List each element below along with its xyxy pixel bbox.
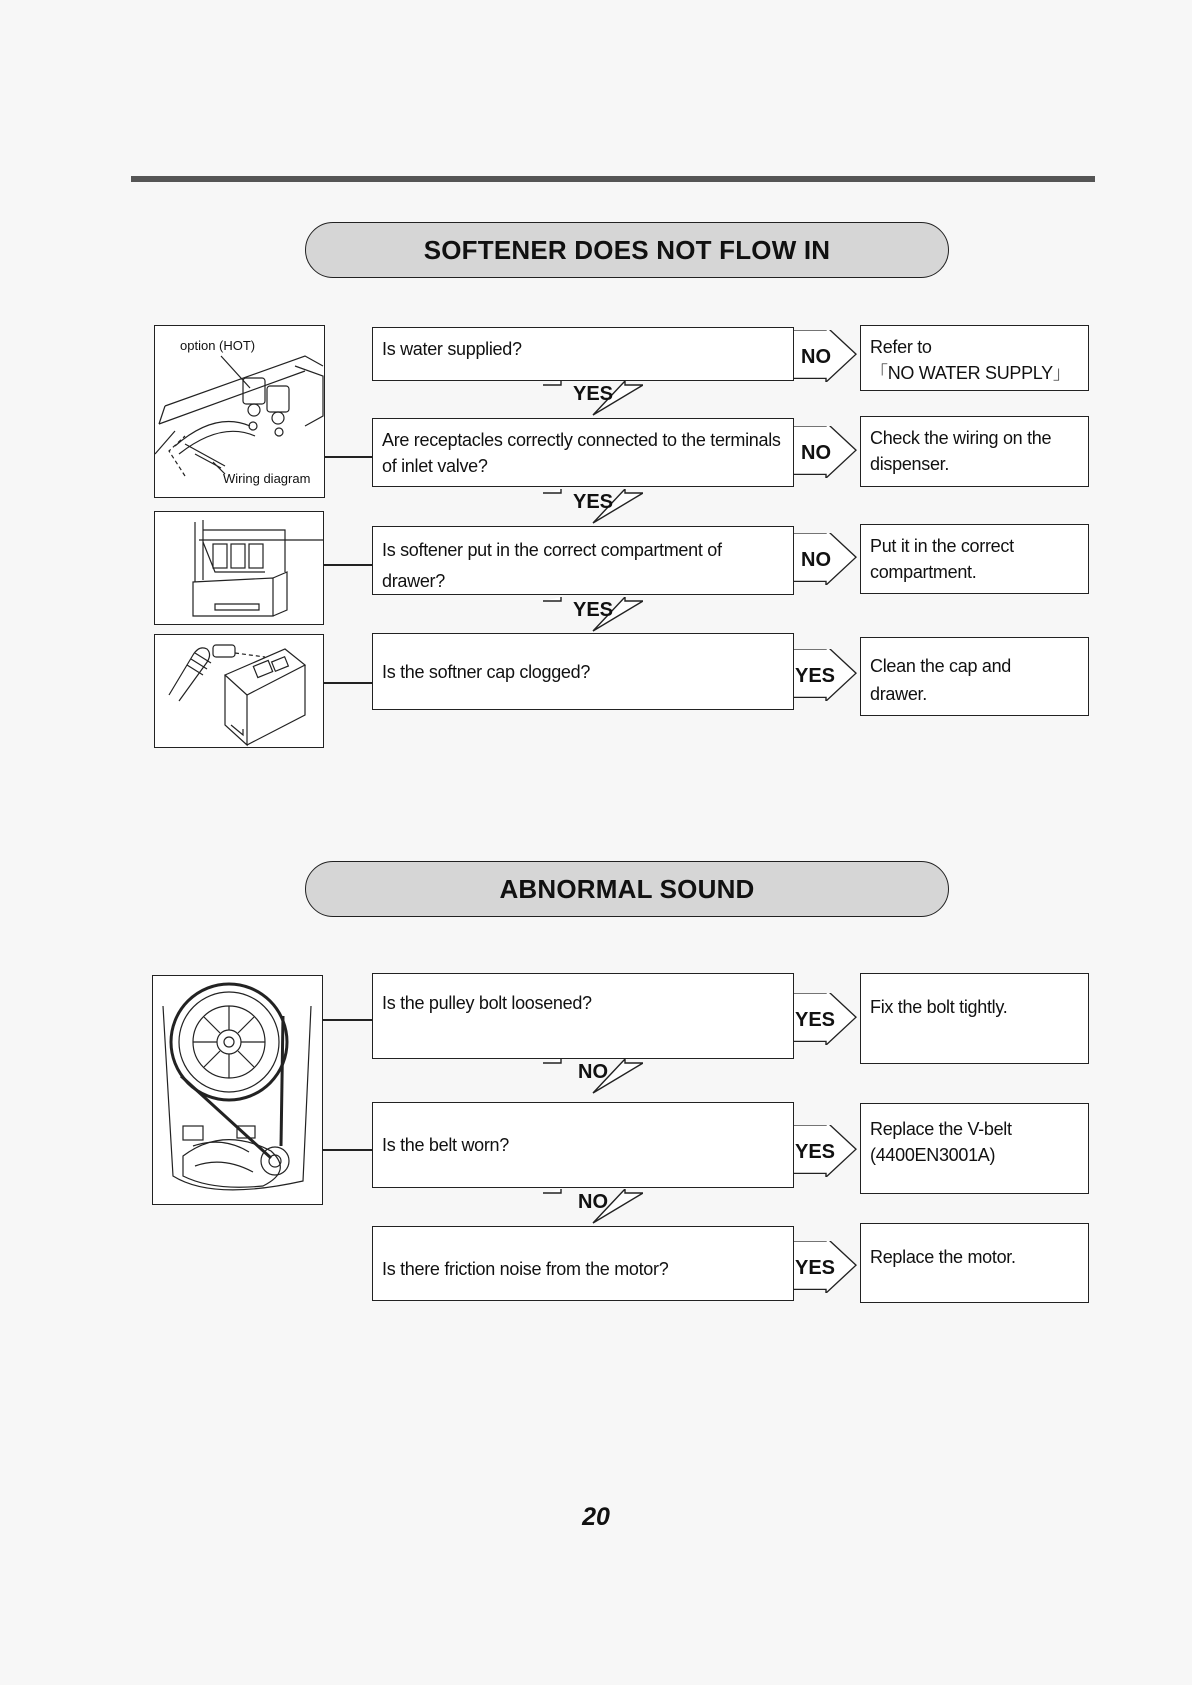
brush-and-drawer-drawing bbox=[155, 635, 324, 748]
action-text: Clean the cap and drawer. bbox=[870, 656, 1012, 704]
section-title-abnormal-sound: ABNORMAL SOUND bbox=[305, 861, 949, 917]
valve-wiring-illustration bbox=[154, 325, 325, 498]
question-box bbox=[372, 1102, 794, 1188]
connector-line bbox=[324, 682, 372, 684]
question-text: Is water supplied? bbox=[382, 339, 522, 359]
header-rule bbox=[131, 176, 1095, 182]
action-box bbox=[860, 524, 1089, 594]
action-box bbox=[860, 973, 1089, 1064]
action-box bbox=[860, 1223, 1089, 1303]
question-text: Is the pulley bolt loosened? bbox=[382, 993, 592, 1013]
flow-arrow-down bbox=[543, 1059, 643, 1095]
flow-arrow-down bbox=[543, 1189, 643, 1225]
action-text: Refer to 「NO WATER SUPPLY」 bbox=[870, 337, 1071, 383]
question-box bbox=[372, 418, 794, 487]
question-text: Is there friction noise from the motor? bbox=[382, 1258, 669, 1279]
branch-label: YES bbox=[795, 665, 836, 687]
action-box bbox=[860, 416, 1089, 487]
drawer-illustration bbox=[154, 511, 324, 625]
action-box bbox=[860, 637, 1089, 716]
cleaning-illustration bbox=[154, 634, 324, 748]
connector-line bbox=[323, 1019, 372, 1021]
question-text: Is softener put in the correct compartment of drawer? bbox=[382, 540, 722, 591]
question-box bbox=[372, 526, 794, 595]
action-text: Replace the motor. bbox=[870, 1247, 1016, 1267]
question-text: Are receptacles correctly connected to the terminals of inlet valve? bbox=[382, 430, 781, 476]
question-text: Is the softner cap clogged? bbox=[382, 661, 591, 682]
connector-line bbox=[325, 456, 372, 458]
action-box bbox=[860, 325, 1089, 391]
action-text: Check the wiring on the dispenser. bbox=[870, 428, 1052, 474]
option-hot-label: option (HOT) bbox=[180, 338, 256, 353]
flow-arrow-down bbox=[543, 597, 643, 633]
connector-line bbox=[324, 564, 372, 566]
branch-label: YES bbox=[795, 1141, 836, 1163]
flow-label: YES bbox=[572, 383, 614, 405]
branch-arrow-right bbox=[794, 330, 858, 382]
wiring-diagram-label: Wiring diagram bbox=[223, 471, 311, 486]
branch-label: YES bbox=[795, 1009, 836, 1031]
branch-arrow-right bbox=[794, 649, 858, 701]
pulley-belt-illustration bbox=[152, 975, 323, 1205]
flow-label: NO bbox=[578, 1191, 608, 1213]
detergent-drawer-drawing bbox=[155, 512, 324, 625]
drum-pulley-drawing bbox=[153, 976, 323, 1205]
inlet-valve-drawing bbox=[155, 326, 325, 498]
question-box bbox=[372, 1226, 794, 1301]
branch-label: NO bbox=[801, 442, 831, 464]
branch-arrow-right bbox=[794, 993, 858, 1045]
action-text: Put it in the correct compartment. bbox=[870, 536, 1014, 582]
branch-label: NO bbox=[801, 549, 831, 571]
branch-arrow-right bbox=[794, 533, 858, 585]
question-box bbox=[372, 327, 794, 381]
branch-label: NO bbox=[801, 346, 831, 368]
flow-label: YES bbox=[572, 599, 614, 621]
question-box bbox=[372, 633, 794, 710]
action-text: Fix the bolt tightly. bbox=[870, 997, 1008, 1017]
flow-arrow-down bbox=[543, 489, 643, 525]
question-box bbox=[372, 973, 794, 1059]
flow-label: NO bbox=[578, 1061, 608, 1083]
question-text: Is the belt worn? bbox=[382, 1135, 509, 1155]
action-box bbox=[860, 1103, 1089, 1194]
section-title-softener: SOFTENER DOES NOT FLOW IN bbox=[305, 222, 949, 278]
page-number: 20 bbox=[582, 1503, 610, 1531]
flow-label: YES bbox=[572, 491, 614, 513]
branch-arrow-right bbox=[794, 1125, 858, 1177]
branch-label: YES bbox=[795, 1257, 836, 1279]
connector-line bbox=[323, 1149, 372, 1151]
branch-arrow-right bbox=[794, 1241, 858, 1293]
action-text: Replace the V-belt (4400EN3001A) bbox=[870, 1119, 1012, 1165]
flow-arrow-down bbox=[543, 381, 643, 417]
branch-arrow-right bbox=[794, 426, 858, 478]
